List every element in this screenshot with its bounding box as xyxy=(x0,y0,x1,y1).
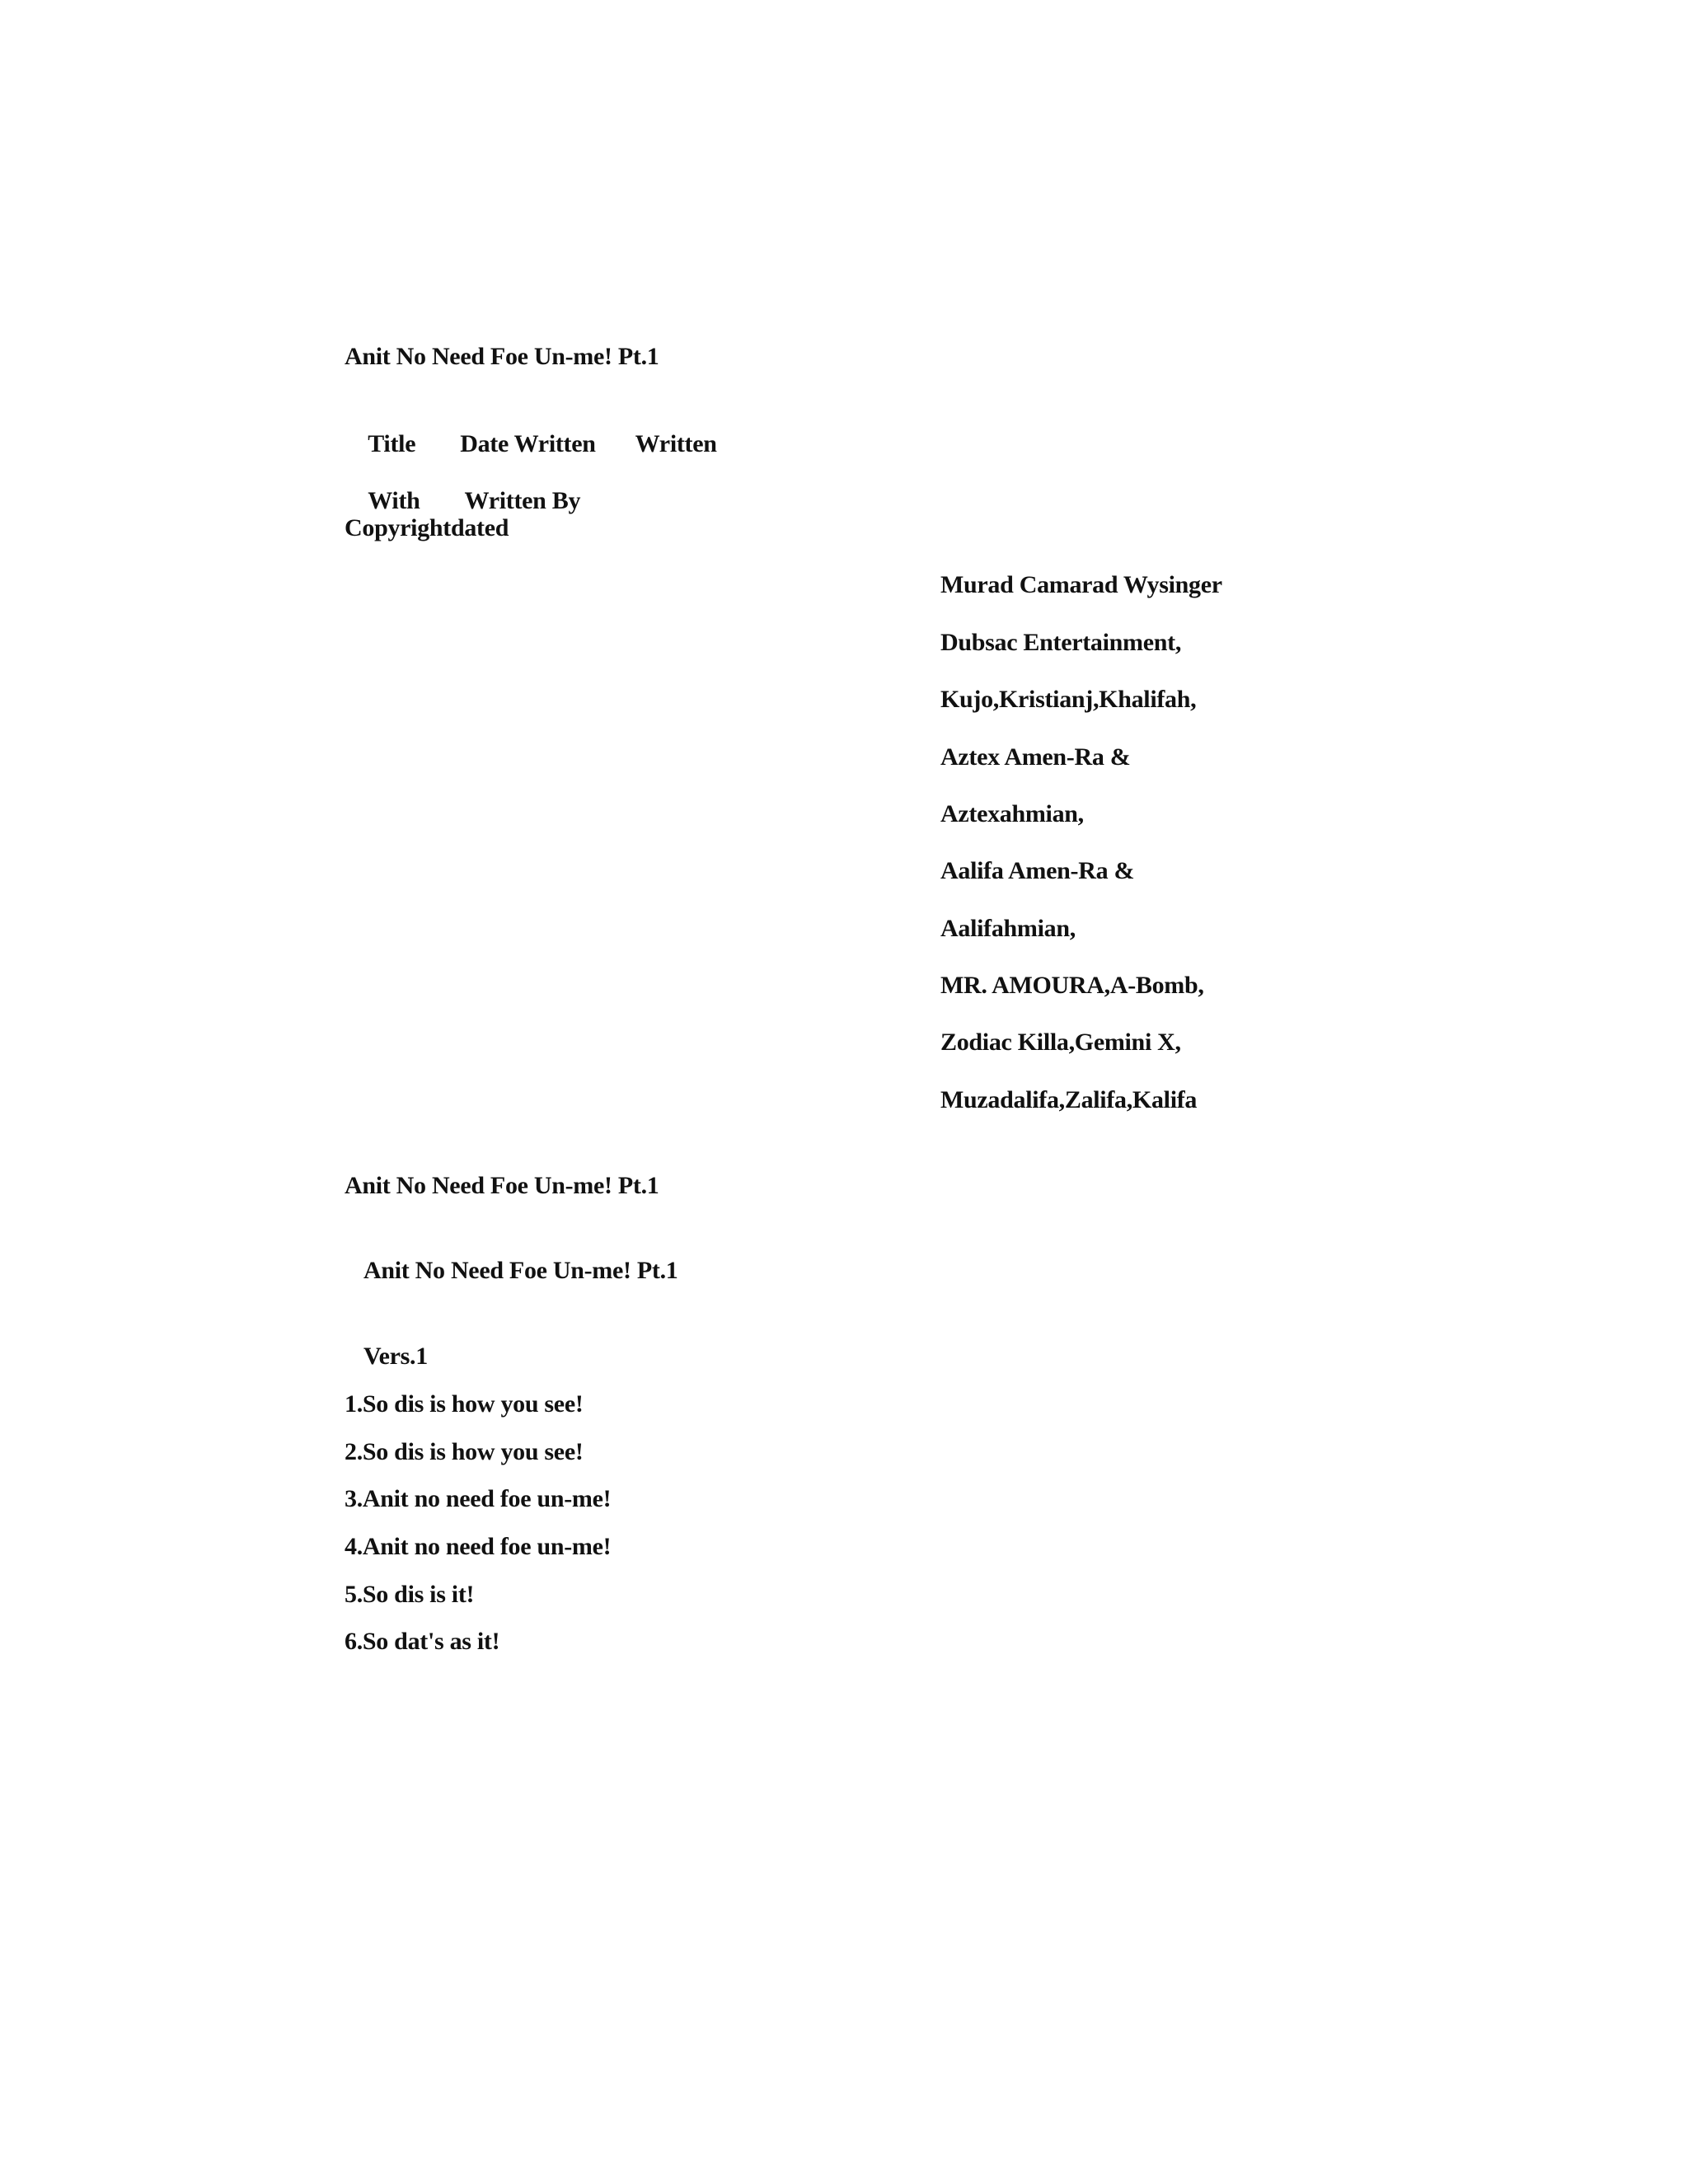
credit-line: Aalifa Amen-Ra & xyxy=(940,857,1135,884)
header-written-label: Written xyxy=(635,430,717,457)
lyric-line: 5.So dis is it! xyxy=(345,1581,475,1608)
credit-line: Aztex Amen-Ra & xyxy=(940,743,1131,771)
credit-line: Aztexahmian, xyxy=(940,800,1084,827)
document-title: Anit No Need Foe Un-me! Pt.1 xyxy=(345,343,659,370)
credit-line: Muzadalifa,Zalifa,Kalifa xyxy=(940,1086,1198,1113)
lyric-line: 4.Anit no need foe un-me! xyxy=(345,1533,612,1560)
lyric-line: 1.So dis is how you see! xyxy=(345,1390,584,1418)
lyric-line: 2.So dis is how you see! xyxy=(345,1438,584,1465)
header-date-written-label: Date Written xyxy=(460,430,596,457)
lyric-line: 3.Anit no need foe un-me! xyxy=(345,1485,612,1512)
header-with-label: With xyxy=(368,487,420,514)
song-title: Anit No Need Foe Un-me! Pt.1 xyxy=(345,1172,659,1199)
credit-line: Zodiac Killa,Gemini X, xyxy=(940,1029,1181,1056)
credit-line: Aalifahmian, xyxy=(940,915,1076,942)
header-written-by-label: Written By xyxy=(464,487,581,514)
verse-label: Vers.1 xyxy=(363,1343,428,1370)
credit-line: Kujo,Kristianj,Khalifah, xyxy=(940,686,1197,713)
header-title-label: Title xyxy=(368,430,416,457)
song-subtitle: Anit No Need Foe Un-me! Pt.1 xyxy=(363,1257,678,1284)
header-copyright-label: Copyrightdated xyxy=(345,514,509,541)
credit-line: Dubsac Entertainment, xyxy=(940,629,1182,656)
credit-line: MR. AMOURA,A-Bomb, xyxy=(940,972,1204,999)
lyric-line: 6.So dat's as it! xyxy=(345,1628,500,1655)
credit-line: Murad Camarad Wysinger xyxy=(940,571,1222,598)
